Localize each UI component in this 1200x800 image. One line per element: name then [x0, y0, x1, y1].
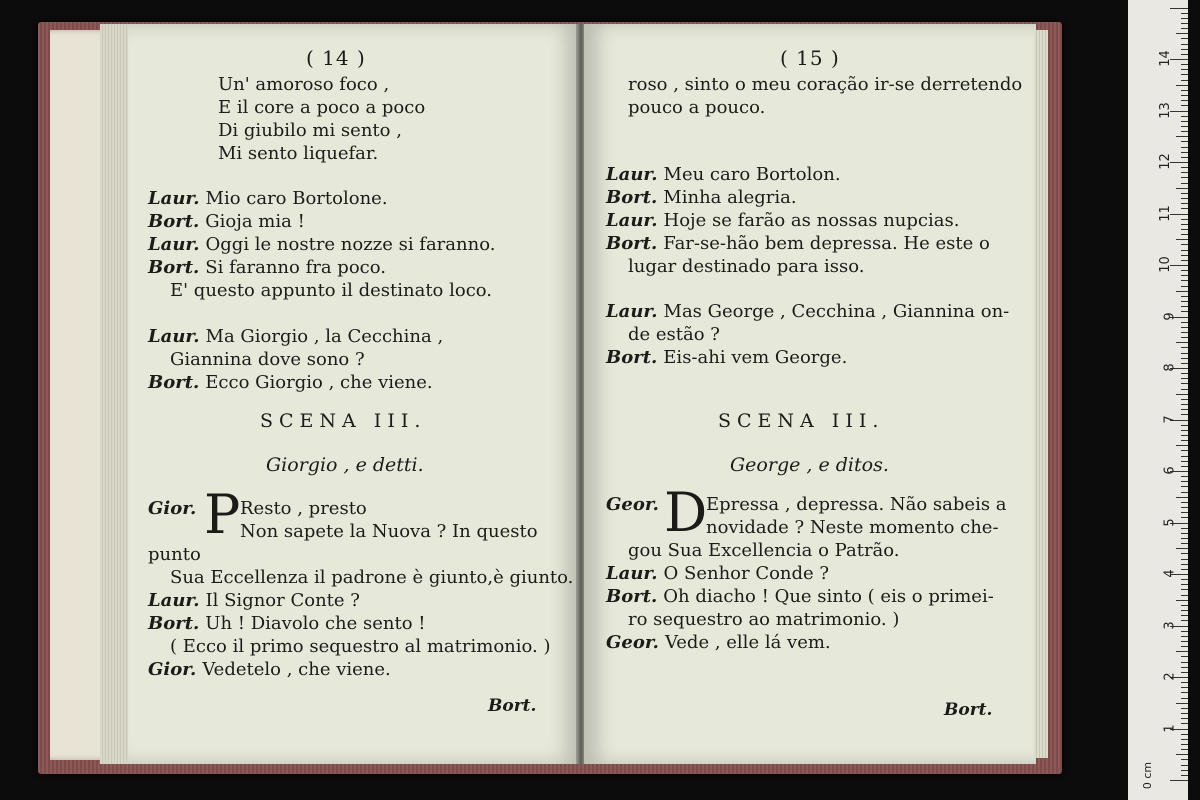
verse-line: Un' amoroso foco , [218, 74, 390, 95]
scene-cast: George , e ditos. [730, 454, 889, 476]
dialogue-line: Laur. Hoje se farão as nossas nupcias. [606, 210, 960, 231]
drop-cap: P [204, 483, 241, 546]
ruler-tick [1181, 512, 1188, 513]
ruler-tick [1181, 327, 1188, 328]
ruler-tick [1181, 116, 1188, 117]
scene-title: SCENA III. [260, 410, 427, 432]
dialogue-line: ( Ecco il primo sequestro al matrimonio. ) [170, 636, 551, 657]
ruler-tick [1181, 718, 1188, 719]
dialogue-line: Geor. Vede , elle lá vem. [606, 632, 831, 653]
ruler-tick [1181, 775, 1188, 776]
ruler-tick [1181, 347, 1188, 348]
ruler-number: 4 [1162, 569, 1178, 578]
ruler-tick [1181, 692, 1188, 693]
ruler-tick [1181, 49, 1188, 50]
ruler-tick [1181, 595, 1188, 596]
ruler-tick [1181, 734, 1188, 735]
ruler-tick [1176, 85, 1188, 86]
ruler-tick [1181, 260, 1188, 261]
ruler-tick [1181, 44, 1188, 45]
dialogue-line: Gior. [148, 498, 197, 519]
dialogue-line: Laur. Mio caro Bortolone. [148, 188, 388, 209]
dialogue-line: Bort. Oh diacho ! Que sinto ( eis o primei- [606, 586, 994, 607]
ruler-tick [1181, 203, 1188, 204]
ruler-tick [1181, 250, 1188, 251]
ruler-tick [1181, 404, 1188, 405]
ruler-tick [1181, 749, 1188, 750]
ruler-tick [1181, 105, 1188, 106]
ruler-tick [1181, 208, 1188, 209]
ruler-tick [1176, 291, 1188, 292]
ruler-tick [1181, 18, 1188, 19]
ruler-tick [1176, 342, 1188, 343]
ruler-tick [1181, 13, 1188, 14]
ruler-tick [1181, 765, 1188, 766]
dialogue-line: lugar destinado para isso. [628, 256, 865, 277]
ruler-number: 2 [1162, 672, 1178, 681]
ruler-tick [1181, 430, 1188, 431]
ruler-tick [1181, 466, 1188, 467]
dialogue-line: Bort. Si faranno fra poco. [148, 257, 386, 278]
ruler-tick [1181, 322, 1188, 323]
dialogue-line: E' questo appunto il destinato loco. [170, 280, 493, 301]
ruler-tick [1181, 589, 1188, 590]
ruler-tick [1176, 188, 1188, 189]
ruler-unit-label: 0 cm [1141, 761, 1155, 790]
page-number: ( 15 ) [780, 46, 840, 70]
ruler-tick [1181, 23, 1188, 24]
ruler-tick [1181, 172, 1188, 173]
ruler-tick [1181, 332, 1188, 333]
dialogue-line: Giannina dove sono ? [170, 349, 365, 370]
dialogue-line: Bort. Far-se-hão bem depressa. He este o [606, 233, 990, 254]
ruler-tick [1181, 126, 1188, 127]
ruler-tick [1181, 759, 1188, 760]
drop-cap: D [664, 481, 708, 544]
ruler-tick [1170, 8, 1188, 9]
dialogue-line: Laur. Mas George , Cecchina , Giannina on- [606, 301, 1010, 322]
ruler-tick [1181, 399, 1188, 400]
ruler-tick [1176, 703, 1188, 704]
dialogue-line: Laur. Il Signor Conte ? [148, 590, 360, 611]
dialogue-line: Non sapete la Nuova ? In questo [240, 521, 538, 542]
ruler-tick [1181, 435, 1188, 436]
ruler-tick [1181, 744, 1188, 745]
ruler-tick [1181, 198, 1188, 199]
ruler-tick [1181, 280, 1188, 281]
ruler-tick [1181, 698, 1188, 699]
ruler-tick [1181, 481, 1188, 482]
ruler-tick [1181, 662, 1188, 663]
ruler-number: 12 [1158, 153, 1174, 170]
ruler-tick [1176, 651, 1188, 652]
ruler-tick [1181, 193, 1188, 194]
ruler-tick [1181, 687, 1188, 688]
ruler-number: 11 [1158, 204, 1174, 222]
ruler-tick [1181, 502, 1188, 503]
ruler-tick [1181, 564, 1188, 565]
dialogue-line: Resto , presto [240, 498, 367, 519]
dialogue-line: pouco a pouco. [628, 97, 766, 118]
ruler-tick [1181, 69, 1188, 70]
ruler-tick [1181, 605, 1188, 606]
dialogue-line: Gior. Vedetelo , che viene. [148, 659, 391, 680]
ruler-tick [1181, 770, 1188, 771]
ruler-tick [1181, 131, 1188, 132]
ruler-tick [1181, 636, 1188, 637]
ruler-tick [1176, 600, 1188, 601]
ruler-tick [1181, 152, 1188, 153]
ruler-tick [1181, 631, 1188, 632]
dialogue-line: Bort. Ecco Giorgio , che viene. [148, 372, 433, 393]
ruler-tick [1181, 224, 1188, 225]
ruler-tick [1176, 445, 1188, 446]
verse-line: E il core a poco a poco [218, 97, 426, 118]
ruler-tick [1181, 301, 1188, 302]
ruler-tick [1181, 615, 1188, 616]
ruler-tick [1181, 363, 1188, 364]
dialogue-line: Epressa , depressa. Não sabeis a [706, 494, 1007, 515]
ruler-tick [1181, 234, 1188, 235]
ruler-tick [1181, 54, 1188, 55]
ruler-tick [1181, 528, 1188, 529]
ruler-tick [1181, 682, 1188, 683]
ruler-tick [1181, 255, 1188, 256]
ruler-tick [1181, 713, 1188, 714]
ruler-tick [1181, 95, 1188, 96]
ruler-number: 5 [1162, 517, 1178, 527]
ruler-tick [1181, 610, 1188, 611]
ruler-tick [1181, 286, 1188, 287]
ruler-tick [1181, 38, 1188, 39]
dialogue-line: Laur. O Senhor Conde ? [606, 563, 830, 584]
dialogue-line: roso , sinto o meu coração ir-se derretendo [628, 74, 1023, 95]
ruler-tick [1181, 646, 1188, 647]
dialogue-line: Sua Eccellenza il padrone è giunto,è giunto. [170, 567, 574, 588]
ruler-number: 13 [1158, 101, 1174, 119]
ruler-number: 1 [1162, 723, 1178, 733]
ruler-tick [1181, 584, 1188, 585]
ruler-tick [1181, 275, 1188, 276]
ruler-tick [1181, 667, 1188, 668]
ruler-tick [1181, 492, 1188, 493]
ruler-tick [1181, 538, 1188, 539]
ruler-tick [1181, 708, 1188, 709]
ruler-number: 10 [1158, 256, 1174, 273]
ruler-tick [1181, 311, 1188, 312]
ruler-tick [1181, 553, 1188, 554]
ruler-tick [1181, 270, 1188, 271]
ruler-tick [1181, 450, 1188, 451]
ruler-tick [1181, 461, 1188, 462]
ruler-tick [1181, 414, 1188, 415]
ruler-tick [1181, 620, 1188, 621]
right-page [584, 24, 1036, 764]
dialogue-line: Bort. Uh ! Diavolo che sento ! [148, 613, 426, 634]
ruler-tick [1176, 33, 1188, 34]
ruler-tick [1181, 517, 1188, 518]
ruler-tick [1181, 507, 1188, 508]
ruler-tick [1181, 383, 1188, 384]
ruler-number: 3 [1162, 620, 1178, 630]
ruler-tick [1170, 780, 1188, 781]
ruler-tick [1181, 306, 1188, 307]
ruler-tick [1181, 569, 1188, 570]
scene-title: SCENA III. [718, 410, 885, 432]
ruler-tick [1181, 409, 1188, 410]
ruler-tick [1181, 229, 1188, 230]
ruler-number: 7 [1162, 414, 1178, 424]
ruler-tick [1181, 219, 1188, 220]
ruler-tick [1181, 358, 1188, 359]
ruler-tick [1181, 559, 1188, 560]
ruler-tick [1181, 80, 1188, 81]
ruler-tick [1181, 656, 1188, 657]
ruler-tick [1181, 373, 1188, 374]
ruler-tick [1181, 167, 1188, 168]
page-edges-right [1034, 30, 1048, 758]
dialogue-line: novidade ? Neste momento che- [706, 517, 999, 538]
dialogue-line: Geor. [606, 494, 659, 515]
catchword: Bort. [488, 696, 537, 716]
scene-cast: Giorgio , e detti. [266, 454, 424, 476]
ruler-tick [1181, 141, 1188, 142]
ruler-tick [1181, 147, 1188, 148]
catchword: Bort. [944, 700, 993, 720]
ruler-tick [1181, 723, 1188, 724]
dialogue-line: punto [148, 544, 201, 565]
ruler-tick [1176, 394, 1188, 395]
ruler-tick [1181, 177, 1188, 178]
ruler-tick [1181, 64, 1188, 65]
ruler-tick [1181, 183, 1188, 184]
page-edges [100, 24, 130, 764]
ruler-tick [1181, 739, 1188, 740]
ruler-number: 14 [1158, 50, 1174, 67]
verse-line: Di giubilo mi sento , [218, 120, 402, 141]
ruler-tick [1181, 90, 1188, 91]
ruler-tick [1181, 543, 1188, 544]
ruler-tick [1181, 425, 1188, 426]
ruler-tick [1181, 440, 1188, 441]
dialogue-line: Laur. Oggi le nostre nozze si faranno. [148, 234, 496, 255]
page-number: ( 14 ) [306, 46, 366, 70]
ruler-tick [1181, 296, 1188, 297]
ruler-tick [1181, 28, 1188, 29]
ruler-tick [1176, 754, 1188, 755]
ruler-tick [1181, 100, 1188, 101]
ruler-tick [1176, 239, 1188, 240]
ruler-tick [1181, 486, 1188, 487]
ruler-tick [1181, 353, 1188, 354]
measurement-ruler [1128, 0, 1188, 800]
ruler-number: 9 [1162, 311, 1178, 321]
dialogue-line: de estão ? [628, 324, 720, 345]
dialogue-line: Laur. Meu caro Bortolon. [606, 164, 841, 185]
dialogue-line: ro sequestro ao matrimonio. ) [628, 609, 900, 630]
ruler-number: 8 [1162, 363, 1178, 372]
ruler-tick [1181, 533, 1188, 534]
ruler-tick [1176, 548, 1188, 549]
ruler-tick [1176, 497, 1188, 498]
verse-line: Mi sento liquefar. [218, 143, 379, 164]
dialogue-line: Laur. Ma Giorgio , la Cecchina , [148, 326, 444, 347]
ruler-tick [1181, 378, 1188, 379]
ruler-tick [1181, 641, 1188, 642]
dialogue-line: gou Sua Excellencia o Patrão. [628, 540, 900, 561]
dialogue-line: Bort. Gioja mia ! [148, 211, 305, 232]
dialogue-line: Bort. Eis-ahi vem George. [606, 347, 848, 368]
ruler-tick [1181, 244, 1188, 245]
ruler-tick [1181, 389, 1188, 390]
ruler-number: 6 [1162, 466, 1178, 475]
left-page [128, 24, 580, 764]
ruler-tick [1181, 74, 1188, 75]
ruler-tick [1181, 121, 1188, 122]
ruler-tick [1181, 337, 1188, 338]
ruler-tick [1181, 157, 1188, 158]
ruler-tick [1181, 579, 1188, 580]
ruler-tick [1176, 136, 1188, 137]
ruler-tick [1181, 456, 1188, 457]
dialogue-line: Bort. Minha alegria. [606, 187, 797, 208]
ruler-tick [1181, 476, 1188, 477]
ruler-tick [1181, 672, 1188, 673]
